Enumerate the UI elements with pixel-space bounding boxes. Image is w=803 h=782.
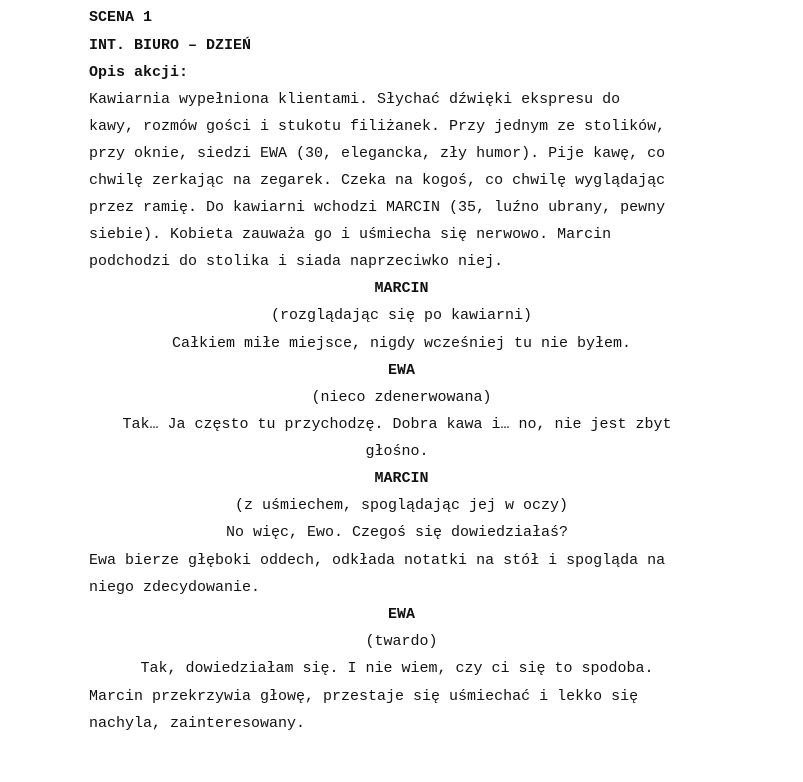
action-line: Marcin przekrzywia głowę, przestaje się uśmiechać i lekko się	[89, 688, 639, 705]
action-line: podchodzi do stolika i siada naprzeciwko niej.	[89, 253, 504, 270]
dialogue-line: głośno.	[365, 443, 429, 460]
action-line: chwilę zerkając na zegarek. Czeka na kogoś, co chwilę wyglądając	[89, 172, 666, 189]
action-line: przez ramię. Do kawiarni wchodzi MARCIN (35, luźno ubrany, pewny	[89, 199, 666, 216]
parenthetical: (rozglądając się po kawiarni)	[270, 307, 533, 324]
action-line: nachyla, zainteresowany.	[89, 715, 306, 732]
parenthetical: (nieco zdenerwowana)	[311, 389, 492, 406]
action-label: Opis akcji:	[89, 64, 189, 81]
dialogue-line: No więc, Ewo. Czegoś się dowiedziałaś?	[225, 524, 569, 541]
action-line: siebie). Kobieta zauważa go i uśmiecha się nerwowo. Marcin	[89, 226, 612, 243]
character-name: MARCIN	[374, 470, 429, 487]
action-line: przy oknie, siedzi EWA (30, elegancka, zły humor). Pije kawę, co	[89, 145, 666, 162]
action-line: niego zdecydowanie.	[89, 579, 261, 596]
character-name: EWA	[387, 606, 415, 623]
scene-slugline: INT. BIURO – DZIEŃ	[89, 37, 252, 54]
character-name: MARCIN	[374, 280, 429, 297]
dialogue-line: Tak, dowiedziałam się. I nie wiem, czy ci się to spodoba.	[140, 660, 654, 677]
action-line: kawy, rozmów gości i stukotu filiżanek. Przy jednym ze stolików,	[89, 118, 666, 135]
parenthetical: (z uśmiechem, spoglądając jej w oczy)	[234, 497, 569, 514]
action-line: Ewa bierze głęboki oddech, odkłada notatki na stół i spogląda na	[89, 552, 666, 569]
parenthetical: (twardo)	[365, 633, 438, 650]
character-name: EWA	[387, 362, 415, 379]
dialogue-line: Całkiem miłe miejsce, nigdy wcześniej tu nie byłem.	[171, 335, 632, 352]
scene-heading: SCENA 1	[89, 9, 153, 26]
dialogue-line: Tak… Ja często tu przychodzę. Dobra kawa i… no, nie jest zbyt	[122, 416, 672, 433]
action-line: Kawiarnia wypełniona klientami. Słychać dźwięki ekspresu do	[89, 91, 621, 108]
